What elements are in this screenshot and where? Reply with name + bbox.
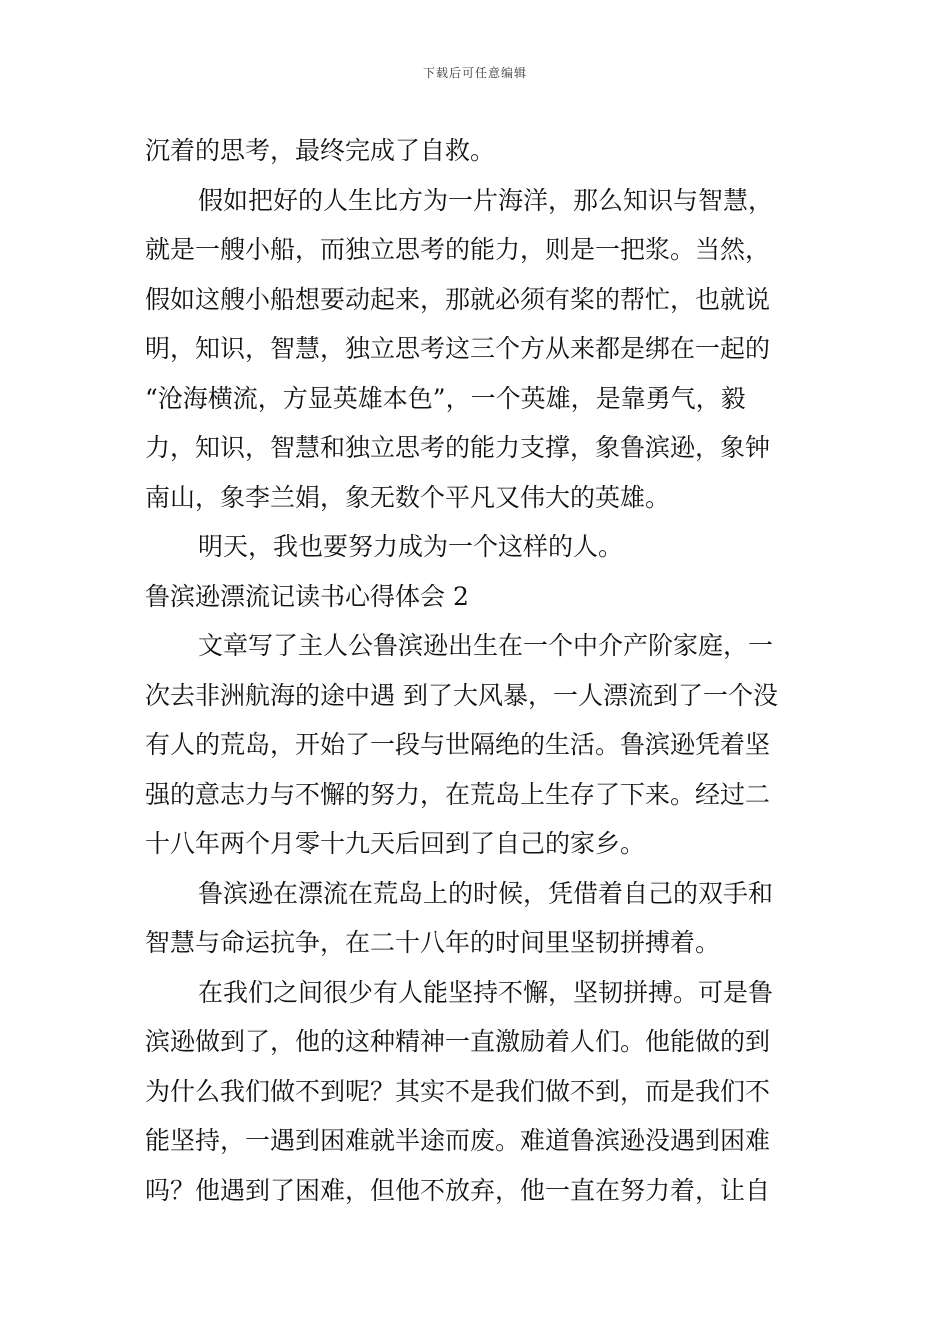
text-line: 就是一艘小船，而独立思考的能力，则是一把浆。当然， (145, 235, 771, 264)
text-line: 能坚持，一遇到困难就半途而废。难道鲁滨逊没遇到困难 (145, 1126, 771, 1155)
text-line: “沧海横流，方显英雄本色”，一个英雄，是靠勇气，毅 (145, 383, 746, 413)
text-line: 有人的荒岛，开始了一段与世隔绝的生活。鲁滨逊凭着坚 (145, 730, 771, 759)
text-line: 明天，我也要努力成为一个这样的人。 (198, 532, 624, 561)
text-line: 假如这艘小船想要动起来，那就必须有桨的帮忙，也就说 (145, 284, 771, 314)
section-heading: 鲁滨逊漂流记读书心得体会 2 (145, 581, 469, 611)
text-line: 滨逊做到了，他的这种精神一直激励着人们。他能做的到 (145, 1027, 771, 1056)
text-line: 十八年两个月零十九天后回到了自己的家乡。 (145, 829, 646, 858)
text-line: 次去非洲航海的途中遇 到了大风暴，一人漂流到了一个没 (145, 680, 778, 710)
text-line: 强的意志力与不懈的努力，在荒岛上生存了下来。经过二 (145, 779, 771, 809)
text-line: 文章写了主人公鲁滨逊出生在一个中介产阶家庭，一 (198, 631, 774, 660)
text-line: 吗？他遇到了困难，但他不放弃，他一直在努力着，让自 (145, 1175, 771, 1205)
page-header: 下载后可任意编辑 (422, 66, 527, 80)
text-line: 南山，象李兰娟，象无数个平凡又伟大的英雄。 (145, 482, 671, 512)
text-line: 智慧与命运抗争，在二十八年的时间里坚韧拼搏着。 (145, 928, 721, 957)
text-line: 沉着的思考，最终完成了自救。 (145, 136, 496, 165)
text-line: 假如把好的人生比方为一片海洋，那么知识与智慧， (198, 185, 774, 215)
text-line: 在我们之间很少有人能坚持不懈，坚韧拼搏。可是鲁 (198, 977, 774, 1007)
text-line: 力，知识，智慧和独立思考的能力支撑，象鲁滨逊，象钟 (145, 433, 771, 462)
text-line: 明，知识，智慧，独立思考这三个方从来都是绑在一起的 (145, 334, 771, 363)
text-line: 鲁滨逊在漂流在荒岛上的时候，凭借着自己的双手和 (198, 878, 774, 908)
document-body (145, 126, 810, 1215)
text-line: 为什么我们做不到呢？其实不是我们做不到，而是我们不 (145, 1076, 771, 1106)
